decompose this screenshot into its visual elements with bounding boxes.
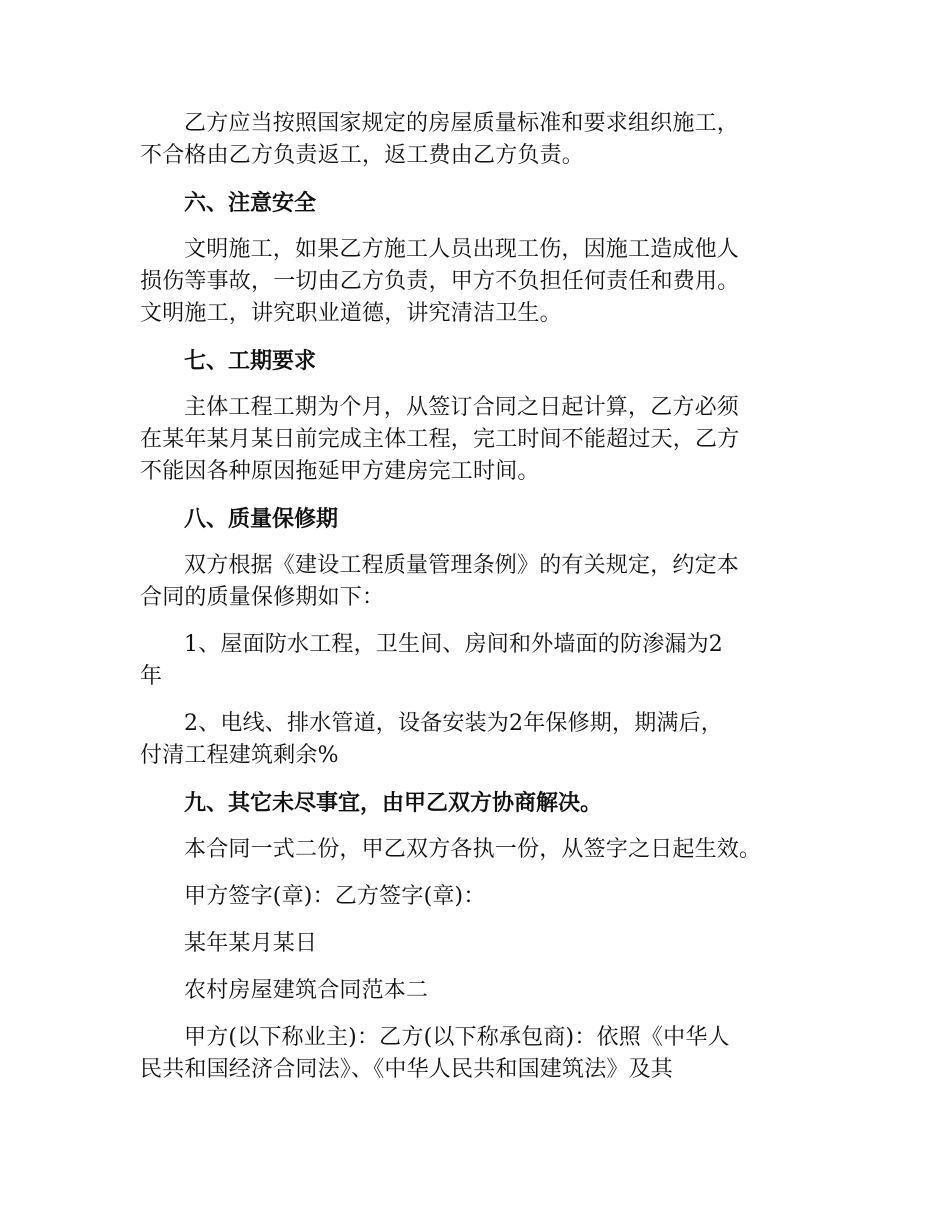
paragraph-date <box>140 928 830 960</box>
paragraph-template-title <box>140 975 830 1007</box>
text-line: 付清工程建筑剩余% <box>140 743 339 768</box>
paragraph-quality-standard <box>140 108 830 172</box>
section-heading-other-matters: 九、其它未尽事宜，由甲乙双方协商解决。 <box>184 790 603 816</box>
section-heading-warranty: 八、质量保修期 <box>184 506 339 532</box>
paragraph-schedule <box>140 392 830 488</box>
text-line: 主体工程工期为个月，从签订合同之日起计算，乙方必须 <box>184 395 740 420</box>
text-line: 本合同一式二份，甲乙双方各执一份，从签字之日起生效。 <box>184 837 762 862</box>
paragraph-warranty-item-1 <box>140 629 830 693</box>
text-line: 甲方签字(章)：乙方签字(章)： <box>184 884 486 909</box>
text-line: 在某年某月某日前完成主体工程，完工时间不能超过天，乙方 <box>140 427 740 452</box>
section-heading-safety: 六、注意安全 <box>184 190 317 216</box>
text-line: 不能因各种原因拖延甲方建房完工时间。 <box>140 459 540 484</box>
paragraph-warranty-item-2 <box>140 708 830 772</box>
text-line: 2、电线、排水管道，设备安装为2年保修期，期满后， <box>184 711 723 736</box>
text-line: 乙方应当按照国家规定的房屋质量标准和要求组织施工， <box>184 111 740 136</box>
text-line: 农村房屋建筑合同范本二 <box>184 978 429 1003</box>
text-line: 文明施工，讲究职业道德，讲究清洁卫生。 <box>140 301 562 326</box>
section-heading-schedule: 七、工期要求 <box>184 348 317 374</box>
text-line: 1、屋面防水工程，卫生间、房间和外墙面的防渗漏为2 <box>184 632 723 657</box>
paragraph-warranty-intro <box>140 550 830 614</box>
text-line: 民共和国经济合同法》、《中华人民共和国建筑法》及其 <box>140 1057 674 1082</box>
text-line: 损伤等事故，一切由乙方负责，甲方不负担任何责任和费用。 <box>140 269 740 294</box>
text-line: 甲方(以下称业主)：乙方(以下称承包商)：依照《中华人 <box>184 1025 730 1050</box>
paragraph-signatures <box>140 881 830 913</box>
text-line: 文明施工，如果乙方施工人员出现工伤，因施工造成他人 <box>184 237 740 262</box>
text-line: 双方根据《建设工程质量管理条例》的有关规定，约定本 <box>184 553 740 578</box>
text-line: 年 <box>140 664 163 689</box>
paragraph-safety <box>140 234 830 330</box>
paragraph-parties <box>140 1022 830 1086</box>
text-line: 合同的质量保修期如下： <box>140 585 385 610</box>
text-line: 某年某月某日 <box>184 931 318 956</box>
text-line: 不合格由乙方负责返工，返工费由乙方负责。 <box>140 143 585 168</box>
paragraph-copies <box>140 834 830 866</box>
document-body <box>140 108 830 1086</box>
